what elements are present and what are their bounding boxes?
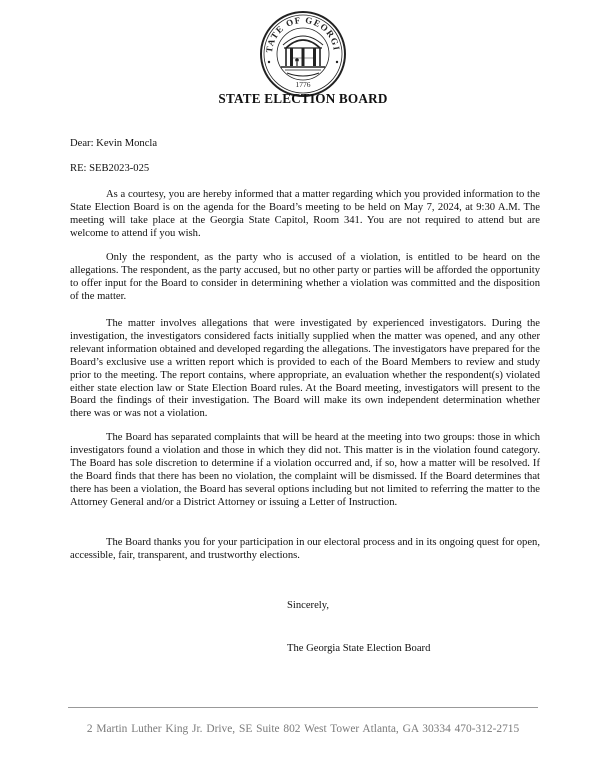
paragraph-complaint-groups bbox=[70, 432, 540, 509]
georgia-seal-icon bbox=[259, 10, 347, 98]
paragraph-thanks bbox=[70, 537, 540, 563]
seal-top-text: TATE OF GEORGI bbox=[263, 14, 342, 54]
closing: Sincerely, bbox=[287, 600, 329, 611]
footer-address: 2 Martin Luther King Jr. Drive, SE Suite 802 West Tower Atlanta, GA 30334 470-312-2715 bbox=[86, 723, 520, 735]
paragraph-text: Only the respondent, as the party who is accused of a violation, is entitled to be heard on the allegations. The respondent, as the party accused, but no other party or parties will be afforded the opportunity to offer input for the Board to consider in determining whether a violation was committed and the disposition of the matter. bbox=[70, 252, 540, 302]
salutation: Dear: Kevin Moncla bbox=[70, 138, 158, 149]
seal-year: 1776 bbox=[295, 80, 311, 89]
footer-divider bbox=[68, 707, 538, 708]
reference-line: RE: SEB2023-025 bbox=[70, 163, 150, 174]
paragraph-text: As a courtesy, you are hereby informed that a matter regarding which you provided information to the State Election Board is on the agenda for the Board’s meeting to be held on May 7, 2024, at 9:30 A.M. The meeting will take place at the Georgia State Capitol, Room 341. You are not required to attend but are welcome to attend if you wish. bbox=[70, 189, 540, 239]
paragraph-text: The Board thanks you for your participation in our electoral process and in its ongoing quest for open, accessible, fair, transparent, and trustworthy elections. bbox=[70, 537, 540, 561]
paragraph-respondent bbox=[70, 252, 540, 304]
georgia-seal bbox=[259, 10, 347, 98]
letterhead-title: STATE ELECTION BOARD bbox=[218, 91, 388, 106]
paragraph-text: The matter involves allegations that were investigated by experienced investigators. During the investigation, the investigators considered facts initially supplied when the matter was opened, and any other relevant information obtained and developed regarding the allegations. The investigators have prepared for the Board’s exclusive use a written report which is provided to each of the Board Members to review and study prior to the meeting. The report contains, where appropriate, an evaluation whether the respondent(s) violated either state election law or State Election Board rules. At the Board meeting, investigators will present to the Board the findings of their investigation. The Board will make its own independent determination whether there was or was not a violation. bbox=[70, 318, 540, 420]
paragraph-text: The Board has separated complaints that will be heard at the meeting into two groups: those in which investigators found a violation and those in which they did not. This matter is in the violation found category. The Board has sole discretion to determine if a violation occurred and, if so, how a matter will be resolved. If the Board finds that there has been no violation, the complaint will be dismissed. If the Board determines that there has been a violation, the Board has several options including but not limited to referring the matter to the Attorney General and/or a District Attorney or issuing a Letter of Instruction. bbox=[70, 432, 540, 508]
signature: The Georgia State Election Board bbox=[287, 643, 431, 654]
paragraph-courtesy-notice bbox=[70, 189, 540, 241]
paragraph-investigation bbox=[70, 318, 540, 421]
